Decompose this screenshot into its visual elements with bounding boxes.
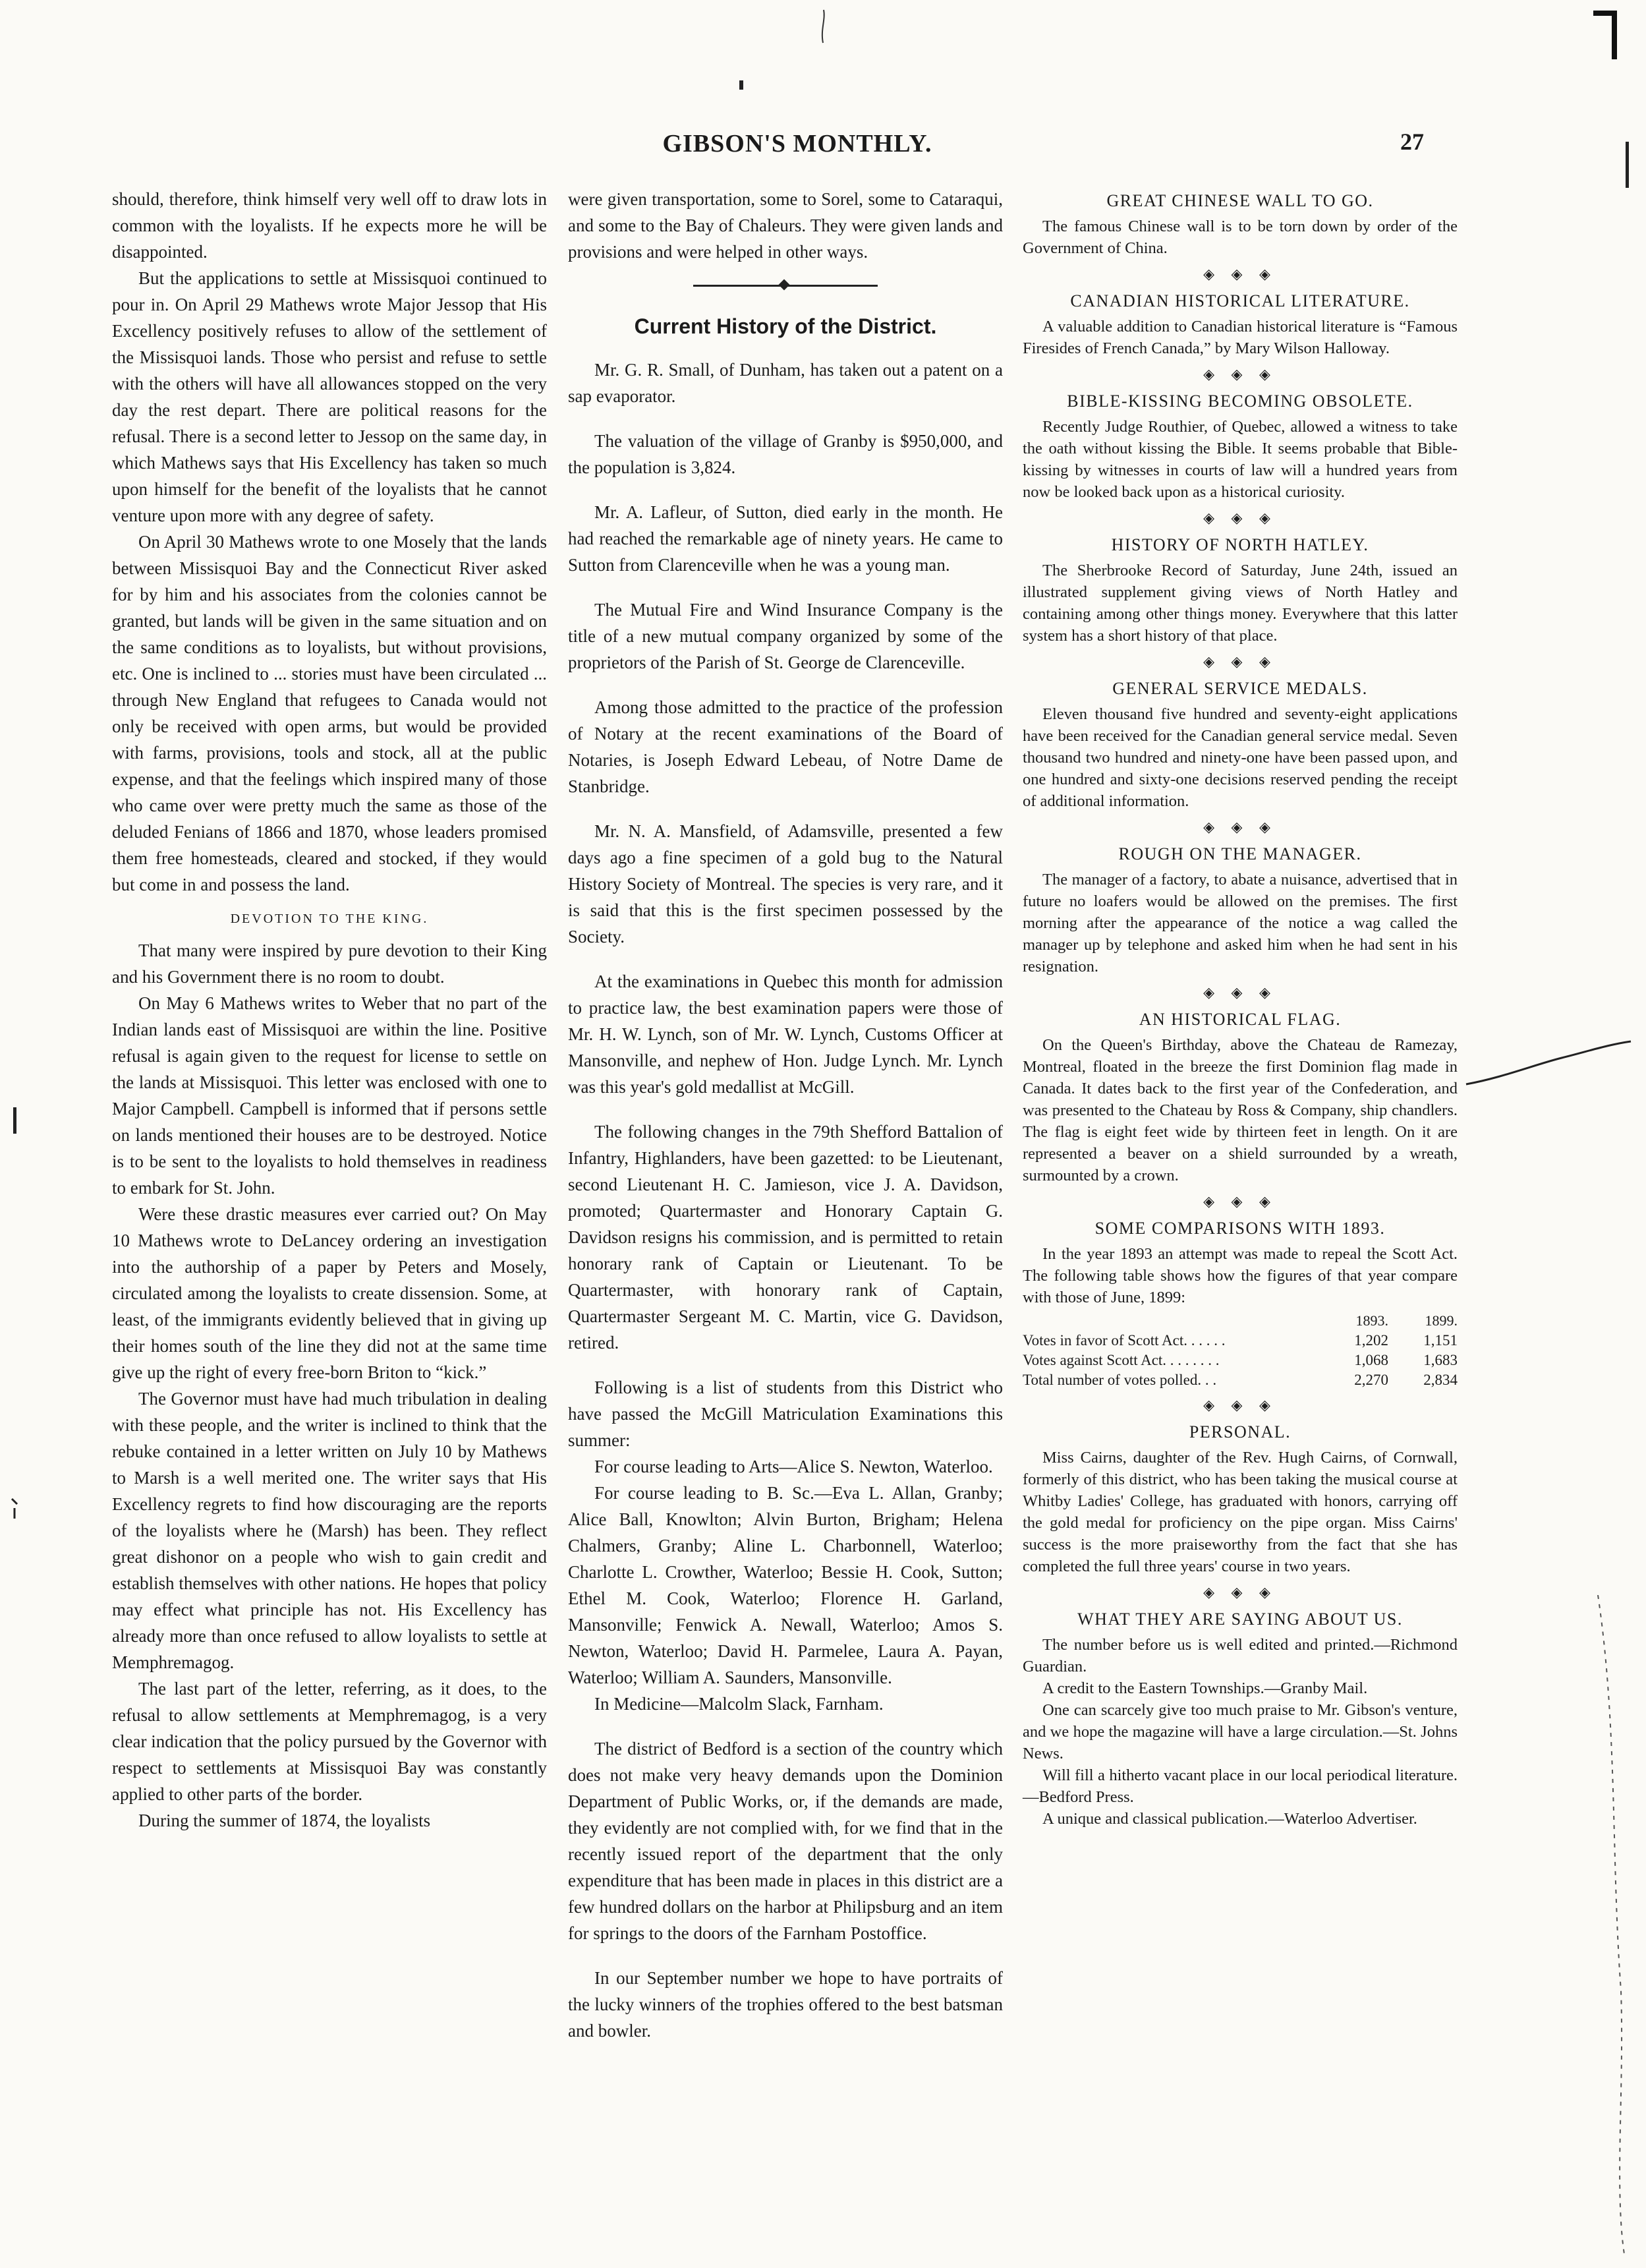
item-text: The manager of a factory, to abate a nuisance, advertised that in future no loafers would be allowed on the premises. The first morning after the appearance of the notice a wag called the manager up by telephone and asked him when he had sent in his resignation.	[1023, 871, 1458, 975]
item-heading: CANADIAN HISTORICAL LITERATURE.	[1070, 291, 1410, 310]
paragraph: On April 30 Mathews wrote to one Mosely that the lands between Missisquoi Bay and the Connecticut River asked for by him and his associates from the colonies cannot be granted, but lands will be given in the same situation and on the same conditions as to loyalists, but without provisions, etc. One is inclined to ... stories must have been circulated ... through New England that refugees to Canada would not only be received with open arms, but would be provided with farms, provisions, tools and stock, all at the public expense, and that the feelings which inspired many of those who came over were pretty much the same as those of the deluded Fenians of 1866 and 1870, whose leaders promised them free homesteads, cleared and stocked, if they would but come in and possess the land.	[112, 532, 547, 894]
cell-value: 1,202	[1354, 1332, 1388, 1349]
diamond-divider-icon: ◈ ◈ ◈	[1203, 509, 1277, 526]
paragraph: But the applications to settle at Missisquoi continued to pour in. On April 29 Mathews wrote Major Jessop that His Excellency positively refuses to allow of the settlement of the Missisquoi lands. Those who persist and refuse to settle with the others will have all allowances stopped on the very day the rest depart. There are political reasons for the refusal. There is a second letter to Jessop on the same day, in which Mathews says that His Excellency has taken so much upon himself for the benefit of the loyalists that he cannot venture upon more with any degree of safety.	[112, 268, 547, 525]
news-item: At the examinations in Quebec this month for admission to practice law, the best examination papers were those of Mr. H. W. Lynch, son of Mr. W. Lynch, Customs Officer at Mansonville, and nephew of Hon. Judge Lynch. Mr. Lynch was this year's gold medallist at McGill.	[568, 972, 1003, 1097]
quote: One can scarcely give too much praise to Mr. Gibson's venture, and we hope the magazine will have a large circulation.—St. Johns News.	[1023, 1701, 1458, 1762]
section-divider	[693, 285, 878, 287]
students-medicine: In Medicine—Malcolm Slack, Farnham.	[594, 1694, 884, 1714]
news-item: Mr. G. R. Small, of Dunham, has taken out a patent on a sap evaporator.	[568, 360, 1003, 406]
cell-value: 1,151	[1423, 1332, 1458, 1349]
news-item: Mr. N. A. Mansfield, of Adamsville, presented a few days ago a fine specimen of a gold bug to the Natural History Society of Montreal. The species is very rare, and it is said that this is the first specimen possessed by the Society.	[568, 821, 1003, 946]
paragraph: That many were inspired by pure devotion to their King and his Government there is no room to doubt.	[112, 941, 547, 987]
diamond-divider-icon: ◈ ◈ ◈	[1203, 1193, 1277, 1209]
middle-column	[568, 186, 1003, 2062]
item-text: The famous Chinese wall is to be torn down by order of the Government of China.	[1023, 218, 1458, 257]
scan-dot	[737, 79, 746, 92]
item-text: Miss Cairns, daughter of the Rev. Hugh Cairns, of Cornwall, formerly of this district, who has been taking the musical course at Whitby Ladies' College, has graduated with honors, carrying off the gold medal for proficiency on the pipe organ. Miss Cairns' success is the more praiseworthy from the fact that she has completed the full three years' course in two years.	[1023, 1449, 1458, 1575]
cell-value: 1,683	[1423, 1352, 1458, 1368]
item-heading: WHAT THEY ARE SAYING ABOUT US.	[1077, 1610, 1403, 1629]
students-arts: For course leading to Arts—Alice S. Newton, Waterloo.	[594, 1457, 993, 1476]
item-text: In the year 1893 an attempt was made to repeal the Scott Act. The following table shows how the figures of that year compare with those of June, 1899:	[1023, 1245, 1458, 1306]
news-item: In our September number we hope to have portraits of the lucky winners of the trophies offered to the best batsman and bowler.	[568, 1968, 1003, 2041]
quote: Will fill a hitherto vacant place in our local periodical literature.—Bedford Press.	[1023, 1766, 1458, 1806]
page-number: 27	[1400, 129, 1424, 155]
cell-value: 2,270	[1354, 1372, 1388, 1388]
diamond-divider-icon: ◈ ◈ ◈	[1203, 366, 1277, 382]
paragraph: were given transportation, some to Sorel, some to Cataraqui, and some to the Bay of Chaleurs. They were given lands and provisions and were helped in other ways.	[568, 189, 1003, 262]
table-row	[1023, 1370, 1458, 1390]
news-item: The valuation of the village of Granby is $950,000, and the population is 3,824.	[568, 431, 1003, 477]
margin-bar	[9, 1496, 20, 1523]
row-label: Votes against Scott Act. . . . . . . .	[1023, 1352, 1220, 1368]
diamond-divider-icon: ◈ ◈ ◈	[1203, 266, 1277, 282]
scott-act-table	[1023, 1311, 1458, 1390]
margin-bar	[1624, 142, 1631, 188]
quote: A credit to the Eastern Townships.—Granby Mail.	[1042, 1679, 1368, 1697]
quote: The number before us is well edited and printed.—Richmond Guardian.	[1023, 1636, 1458, 1675]
item-text: A valuable addition to Canadian historical literature is “Famous Firesides of French Canada,” by Mary Wilson Halloway.	[1023, 318, 1458, 357]
item-heading: HISTORY OF NORTH HATLEY.	[1111, 535, 1369, 554]
diamond-divider-icon: ◈ ◈ ◈	[1203, 1397, 1277, 1413]
row-label: Votes in favor of Scott Act. . . . . .	[1023, 1332, 1226, 1349]
table-header: 1899.	[1425, 1312, 1458, 1329]
table-header-row	[1023, 1311, 1458, 1331]
paragraph: The Governor must have had much tribulation in dealing with these people, and the writer is inclined to think that the rebuke contained in a letter written on July 10 by Mathews to Marsh is a well merited one. The writer says that His Excellency regrets to find how discouraging are the reports of the loyalists where he (Marsh) has been. They reflect great dishonor on a people who wish to gain credit and establish themselves with other nations. He hopes that policy may effect what principle has not. His Excellency has already more than once refused to allow loyalists to settle at Memphremagog.	[112, 1389, 547, 1672]
cell-value: 2,834	[1423, 1372, 1458, 1388]
table-row	[1023, 1351, 1458, 1370]
diamond-divider-icon: ◈ ◈ ◈	[1203, 1584, 1277, 1600]
paragraph: During the summer of 1874, the loyalists	[138, 1811, 431, 1830]
scan-mark-top	[814, 7, 834, 46]
section-title: Current History of the District.	[634, 314, 937, 338]
item-heading: GENERAL SERVICE MEDALS.	[1112, 679, 1368, 698]
binding-edge	[1585, 1595, 1637, 2254]
item-text: Recently Judge Routhier, of Quebec, allowed a witness to take the oath without kissing the Bible. It seems probable that Bible-kissing by witnesses in courts of law will a hundred years from now be looked back upon as a historical curiosity.	[1023, 418, 1458, 501]
table-header: 1893.	[1355, 1312, 1388, 1329]
news-item: The district of Bedford is a section of the country which does not make very heavy demands upon the Dominion Department of Public Works, or, if the demands are made, they evidently are not complied with, for we find that in the recently issued report of the department that the only expenditure that has been made in places in this district are a few hundred dollars on the harbor at Philipsburg and an item for springs to the doors of the Farnham Postoffice.	[568, 1739, 1003, 1943]
item-heading: ROUGH ON THE MANAGER.	[1118, 844, 1362, 863]
item-text: Eleven thousand five hundred and seventy-eight applications have been received for the Canadian general service medal. Seven thousand two hundred and ninety-one have been passed upon, and one hundred and sixty-one decisions reserved pending the receipt of additional information.	[1023, 705, 1458, 810]
margin-bar	[12, 1107, 18, 1134]
students-science: For course leading to B. Sc.—Eva L. Allan, Granby; Alice Ball, Knowlton; Alvin Burton, Brigham; Helena Chalmers, Granby; Aline L. Charbonnell, Waterloo; Charlotte L. Crowther, Waterloo; Bessie H. Cook, Sutton; Ethel M. Cook, Waterloo; Florence H. Garland, Mansonville; Fenwick A. Newall, Waterloo; Amos S. Newton, Waterloo; David H. Parmelee, Laura A. Payan, Waterloo; William A. Saunders, Mansonville.	[568, 1483, 1003, 1687]
item-heading: SOME COMPARISONS WITH 1893.	[1094, 1219, 1386, 1238]
news-item: Among those admitted to the practice of the profession of Notary at the recent examinations of the Board of Notaries, is Joseph Edward Lebeau, of Notre Dame de Stanbridge.	[568, 697, 1003, 796]
news-item: Mr. A. Lafleur, of Sutton, died early in the month. He had reached the remarkable age of ninety years. He came to Sutton from Clarenceville when he was a young man.	[568, 502, 1003, 575]
item-heading: PERSONAL.	[1189, 1422, 1291, 1441]
paragraph: On May 6 Mathews writes to Weber that no part of the Indian lands east of Missisquoi are within the line. Positive refusal is again given to the request for license to settle on the lands at Missisquoi. This letter was enclosed with one to Major Campbell. Campbell is informed that if persons settle on lands mentioned their houses are to be destroyed. Notice is to be sent to the loyalists to hold themselves in readiness to embark for St. John.	[112, 993, 547, 1198]
left-column	[112, 186, 547, 1834]
stray-ink-stroke	[1463, 1038, 1634, 1097]
quote: A unique and classical publication.—Waterloo Advertiser.	[1042, 1810, 1417, 1828]
cell-value: 1,068	[1354, 1352, 1388, 1368]
diamond-divider-icon: ◈ ◈ ◈	[1203, 819, 1277, 835]
item-heading: AN HISTORICAL FLAG.	[1139, 1010, 1342, 1029]
item-text: The Sherbrooke Record of Saturday, June 24th, issued an illustrated supplement giving views of North Hatley and containing among other things money. Everywhere that this latter system has a short history of that place.	[1023, 562, 1458, 645]
right-column	[1023, 186, 1458, 1830]
page-corner-mark	[1588, 7, 1628, 66]
news-item: The following changes in the 79th Shefford Battalion of Infantry, Highlanders, have been gazetted: to be Lieutenant, second Lieutenant H. C. Jamieson, vice J. A. Davidson, promoted; Quartermaster and Honorary Captain G. Davidson resigns his commission, and is permitted to retain honorary rank of Captain or Lieutenant. To be Quartermaster, with honorary rank of Captain, Quartermaster Sergeant M. C. Martin, vice G. Davidson, retired.	[568, 1122, 1003, 1352]
students-intro: Following is a list of students from this District who have passed the McGill Matriculation Examinations this summer:	[568, 1378, 1003, 1450]
row-label: Total number of votes polled. . .	[1023, 1372, 1217, 1388]
paragraph: Were these drastic measures ever carried out? On May 10 Mathews wrote to DeLancey ordering an investigation into the authorship of a paper by Peters and Mosely, circulated among the loyalists to create dissension. Some, at least, of the immigrants evidently believed that in giving up their homes south of the line they did not at the same time give up the right of every free-born Briton to “kick.”	[112, 1204, 547, 1382]
diamond-divider-icon: ◈ ◈ ◈	[1203, 653, 1277, 670]
item-text: On the Queen's Birthday, above the Chateau de Ramezay, Montreal, floated in the breeze the first Dominion flag made in Canada. It dates back to the first year of the Confederation, and was presented to the Chateau by Ross & Company, ship chandlers. The flag is eight feet wide by thirteen feet in length. On it are represented a beaver on a shield surrounded by a wreath, surmounted by a crown.	[1023, 1036, 1458, 1184]
page-title: GIBSON'S MONTHLY.	[662, 130, 932, 158]
paragraph: The last part of the letter, referring, as it does, to the refusal to allow settlements at Memphremagog, is a very clear indication that the policy pursued by the Governor with respect to settlements at Missisquoi Bay was constantly applied to other parts of the border.	[112, 1679, 547, 1804]
news-item: The Mutual Fire and Wind Insurance Company is the title of a new mutual company organized by some of the proprietors of the Parish of St. George de Clarenceville.	[568, 600, 1003, 672]
diamond-divider-icon: ◈ ◈ ◈	[1203, 984, 1277, 1001]
item-heading: BIBLE-KISSING BECOMING OBSOLETE.	[1067, 392, 1413, 411]
paragraph: should, therefore, think himself very well off to draw lots in common with the loyalists. If he expects more he will be disappointed.	[112, 189, 547, 262]
table-row	[1023, 1331, 1458, 1351]
subhead-devotion: DEVOTION TO THE KING.	[230, 912, 429, 926]
item-heading: GREAT CHINESE WALL TO GO.	[1106, 191, 1374, 210]
